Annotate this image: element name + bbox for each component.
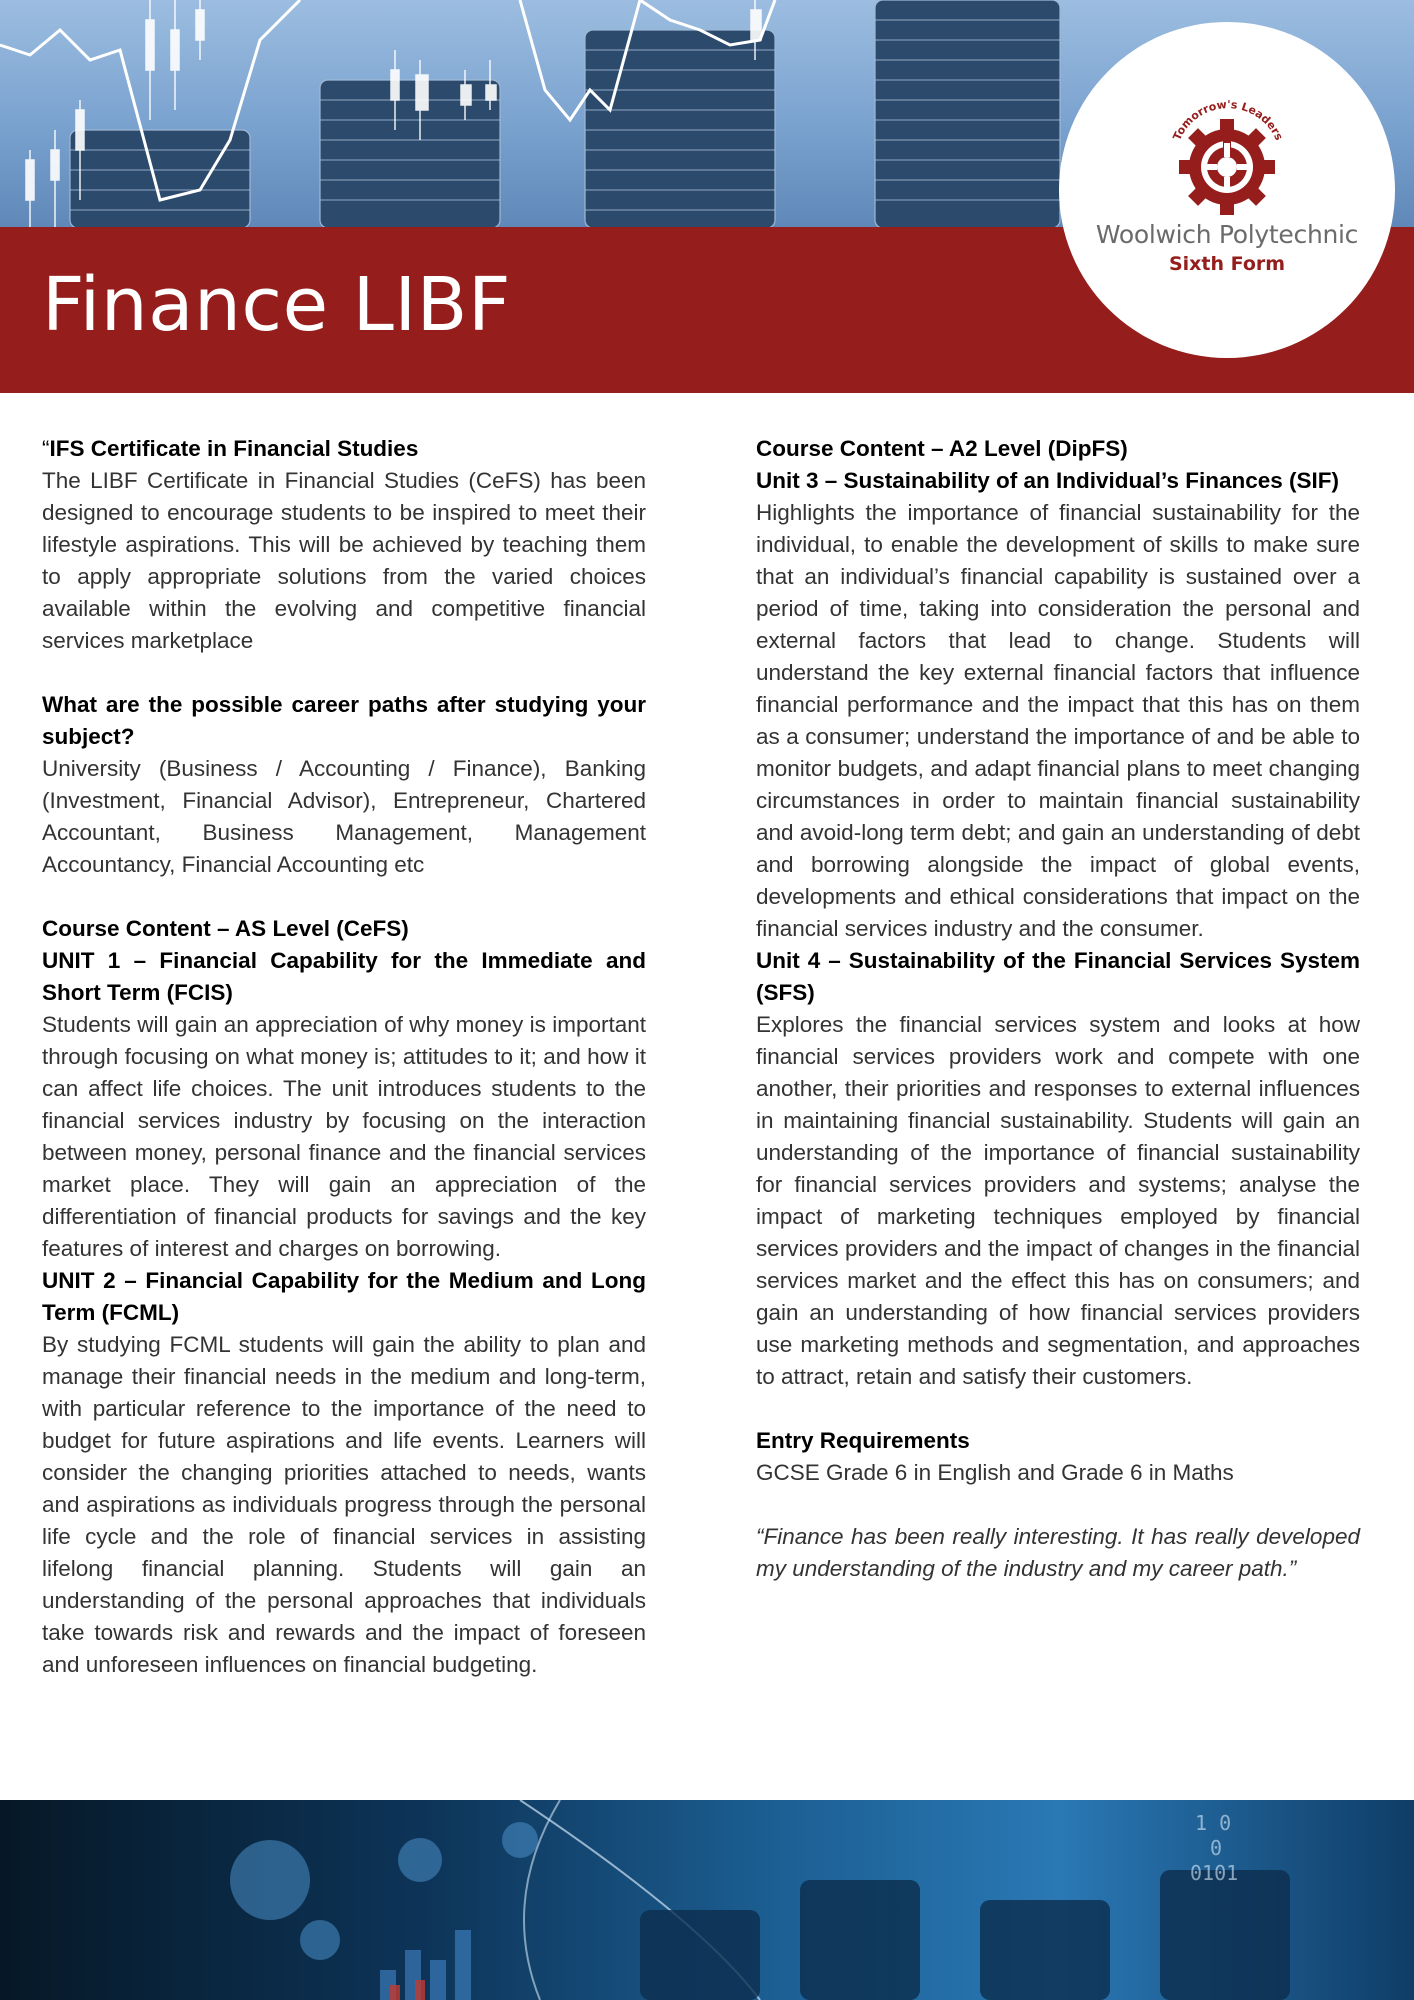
unit3-heading: Unit 3 – Sustainability of an Individual’s Finances (SIF) xyxy=(756,468,1340,493)
unit2-text: By studying FCML students will gain the ability to plan and manage their financial needs in the medium and long-term, with particular reference to the importance of the need to budget for future aspirations and life events. Learners will consider the changing priorities attached to needs, wants and aspirations as individuals progress through the personal life cycle and the role of financial services in assisting lifelong financial planning. Students will gain an understanding of the personal approaches that individuals take towards risk and rewards and the impact of foreseen and unforeseen influences on financial budgeting. xyxy=(42,1332,646,1677)
career-text: University (Business / Accounting / Finance), Banking (Investment, Financial Advisor), Entrepreneur, Chartered Accountant, Business Management, Management Accountancy, Financial Accounting etc xyxy=(42,756,646,877)
svg-text:0: 0 xyxy=(1210,1836,1223,1860)
student-quote: “Finance has been really interesting. It has really developed my understanding of the industry and my career path.” xyxy=(756,1524,1360,1581)
a2-level-heading: Course Content – A2 Level (DipFS) xyxy=(756,436,1128,461)
intro-heading-text: IFS Certificate in Financial Studies xyxy=(49,436,419,461)
right-column xyxy=(756,433,1360,1585)
unit2-heading: UNIT 2 – Financial Capability for the Medium and Long Term (FCML) xyxy=(42,1268,646,1325)
footer-banner-image xyxy=(0,1800,1414,2000)
logo-school-name: Woolwich Polytechnic xyxy=(1095,220,1359,249)
svg-text:0101: 0101 xyxy=(1190,1861,1239,1885)
page-title: Finance LIBF xyxy=(42,262,512,348)
intro-text: The LIBF Certificate in Financial Studies (CeFS) has been designed to encourage students to be inspired to meet their lifestyle aspirations. This will be achieved by teaching them to apply appropriate solutions from the varied choices available within the evolving and competitive financial services marketplace xyxy=(42,468,646,653)
unit1-text: Students will gain an appreciation of why money is important through focusing on what money is; attitudes to it; and how it can affect life choices. The unit introduces students to the financial services industry by focusing on the interaction between money, personal finance and the financial services market place. They will gain an appreciation of the differentiation of financial products for savings and the key features of interest and charges on borrowing. xyxy=(42,1012,646,1261)
entry-text: GCSE Grade 6 in English and Grade 6 in Maths xyxy=(756,1460,1234,1485)
intro-quote-mark: “ xyxy=(42,436,50,461)
left-column xyxy=(42,433,646,1681)
unit4-heading: Unit 4 – Sustainability of the Financial Services System (SFS) xyxy=(756,948,1360,1005)
svg-text:Tomorrow's Leaders: Tomorrow's Leaders xyxy=(1170,97,1286,143)
svg-text:1 0: 1 0 xyxy=(1195,1811,1232,1835)
career-heading: What are the possible career paths after studying your subject? xyxy=(42,692,646,749)
intro-heading xyxy=(42,433,646,465)
as-level-heading: Course Content – AS Level (CeFS) xyxy=(42,916,409,941)
school-logo xyxy=(1059,22,1395,358)
gear-icon xyxy=(1059,22,1395,358)
logo-sixth-form: Sixth Form xyxy=(1168,253,1286,275)
unit3-text: Highlights the importance of financial sustainability for the individual, to enable the development of skills to make sure that an individual’s financial capability is sustained over a period of time, taking into consideration the personal and external factors that lead to change. Students will understand the key external financial factors that influence financial performance and the impact that this has on them as a consumer; understand the importance of and be able to monitor budgets, and adapt financial plans to meet changing circumstances in order to maintain financial sustainability and avoid-long term debt; and gain an understanding of debt and borrowing alongside the impact of global events, developments and ethical considerations that impact on the financial services industry and the consumer. xyxy=(756,500,1360,941)
globe-coins-graphic xyxy=(0,1800,1414,2000)
unit1-heading: UNIT 1 – Financial Capability for the Immediate and Short Term (FCIS) xyxy=(42,948,646,1005)
unit4-text: Explores the financial services system and looks at how financial services providers work and compete with one another, their priorities and responses to external influences in maintaining financial sustainability. Students will gain an understanding of the importance of financial sustainability for financial services providers and systems; analyse the impact of marketing techniques employed by financial services providers and the impact of changes in the financial services market and the effect this has on consumers; and gain an understanding of how financial services providers use marketing methods and segmentation, and approaches to attract, retain and satisfy their customers. xyxy=(756,1012,1360,1389)
entry-heading: Entry Requirements xyxy=(756,1428,970,1453)
